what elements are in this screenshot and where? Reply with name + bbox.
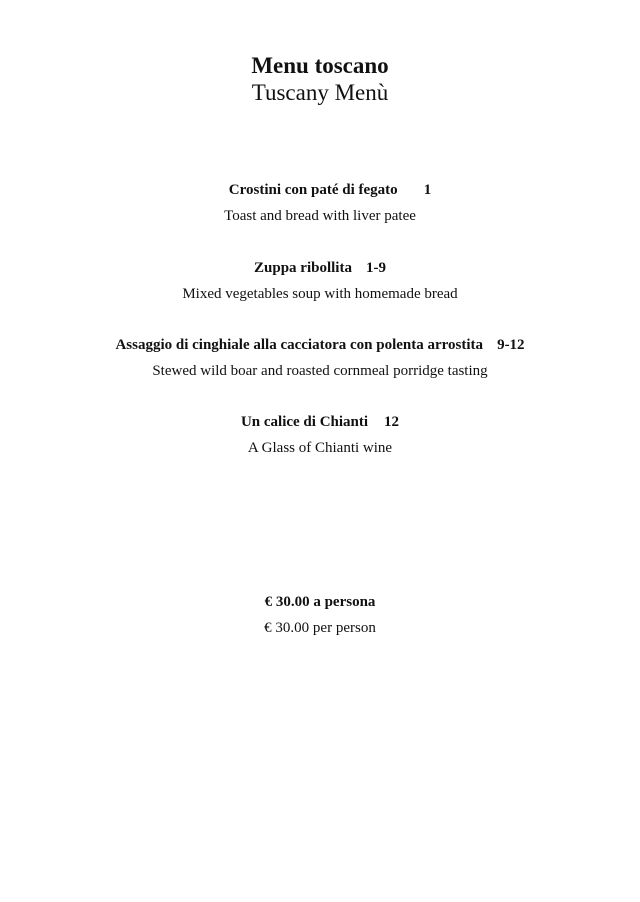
course-4-allergens: 12	[384, 414, 400, 430]
course-3-english: Stewed wild boar and roasted cornmeal porridge tasting	[152, 363, 488, 379]
course-3-italian	[0, 335, 640, 355]
course-1-name: Crostini con paté di fegato	[228, 182, 398, 198]
course-1-english: Toast and bread with liver patee	[224, 208, 416, 224]
course-4-english: A Glass of Chianti wine	[247, 440, 393, 456]
menu-title-english: Tuscany Menù	[251, 80, 389, 105]
course-4-name: Un calice di Chianti	[240, 414, 369, 430]
course-2-name: Zuppa ribollita	[254, 260, 352, 276]
price-italian: € 30.00 a persona	[264, 594, 376, 610]
price-english: € 30.00 per person	[264, 620, 376, 636]
course-3-name: Assaggio di cinghiale alla cacciatora con polenta arrostita	[115, 337, 484, 353]
course-3-allergens: 9-12	[497, 337, 525, 353]
course-4-italian	[0, 412, 640, 432]
course-1-italian	[0, 180, 640, 200]
course-1-allergens: 1	[423, 182, 432, 198]
menu-title-italian: Menu toscano	[251, 53, 389, 78]
course-2-allergens: 1-9	[365, 260, 386, 276]
course-2-english: Mixed vegetables soup with homemade bread	[182, 286, 458, 302]
course-2-italian	[0, 258, 640, 278]
